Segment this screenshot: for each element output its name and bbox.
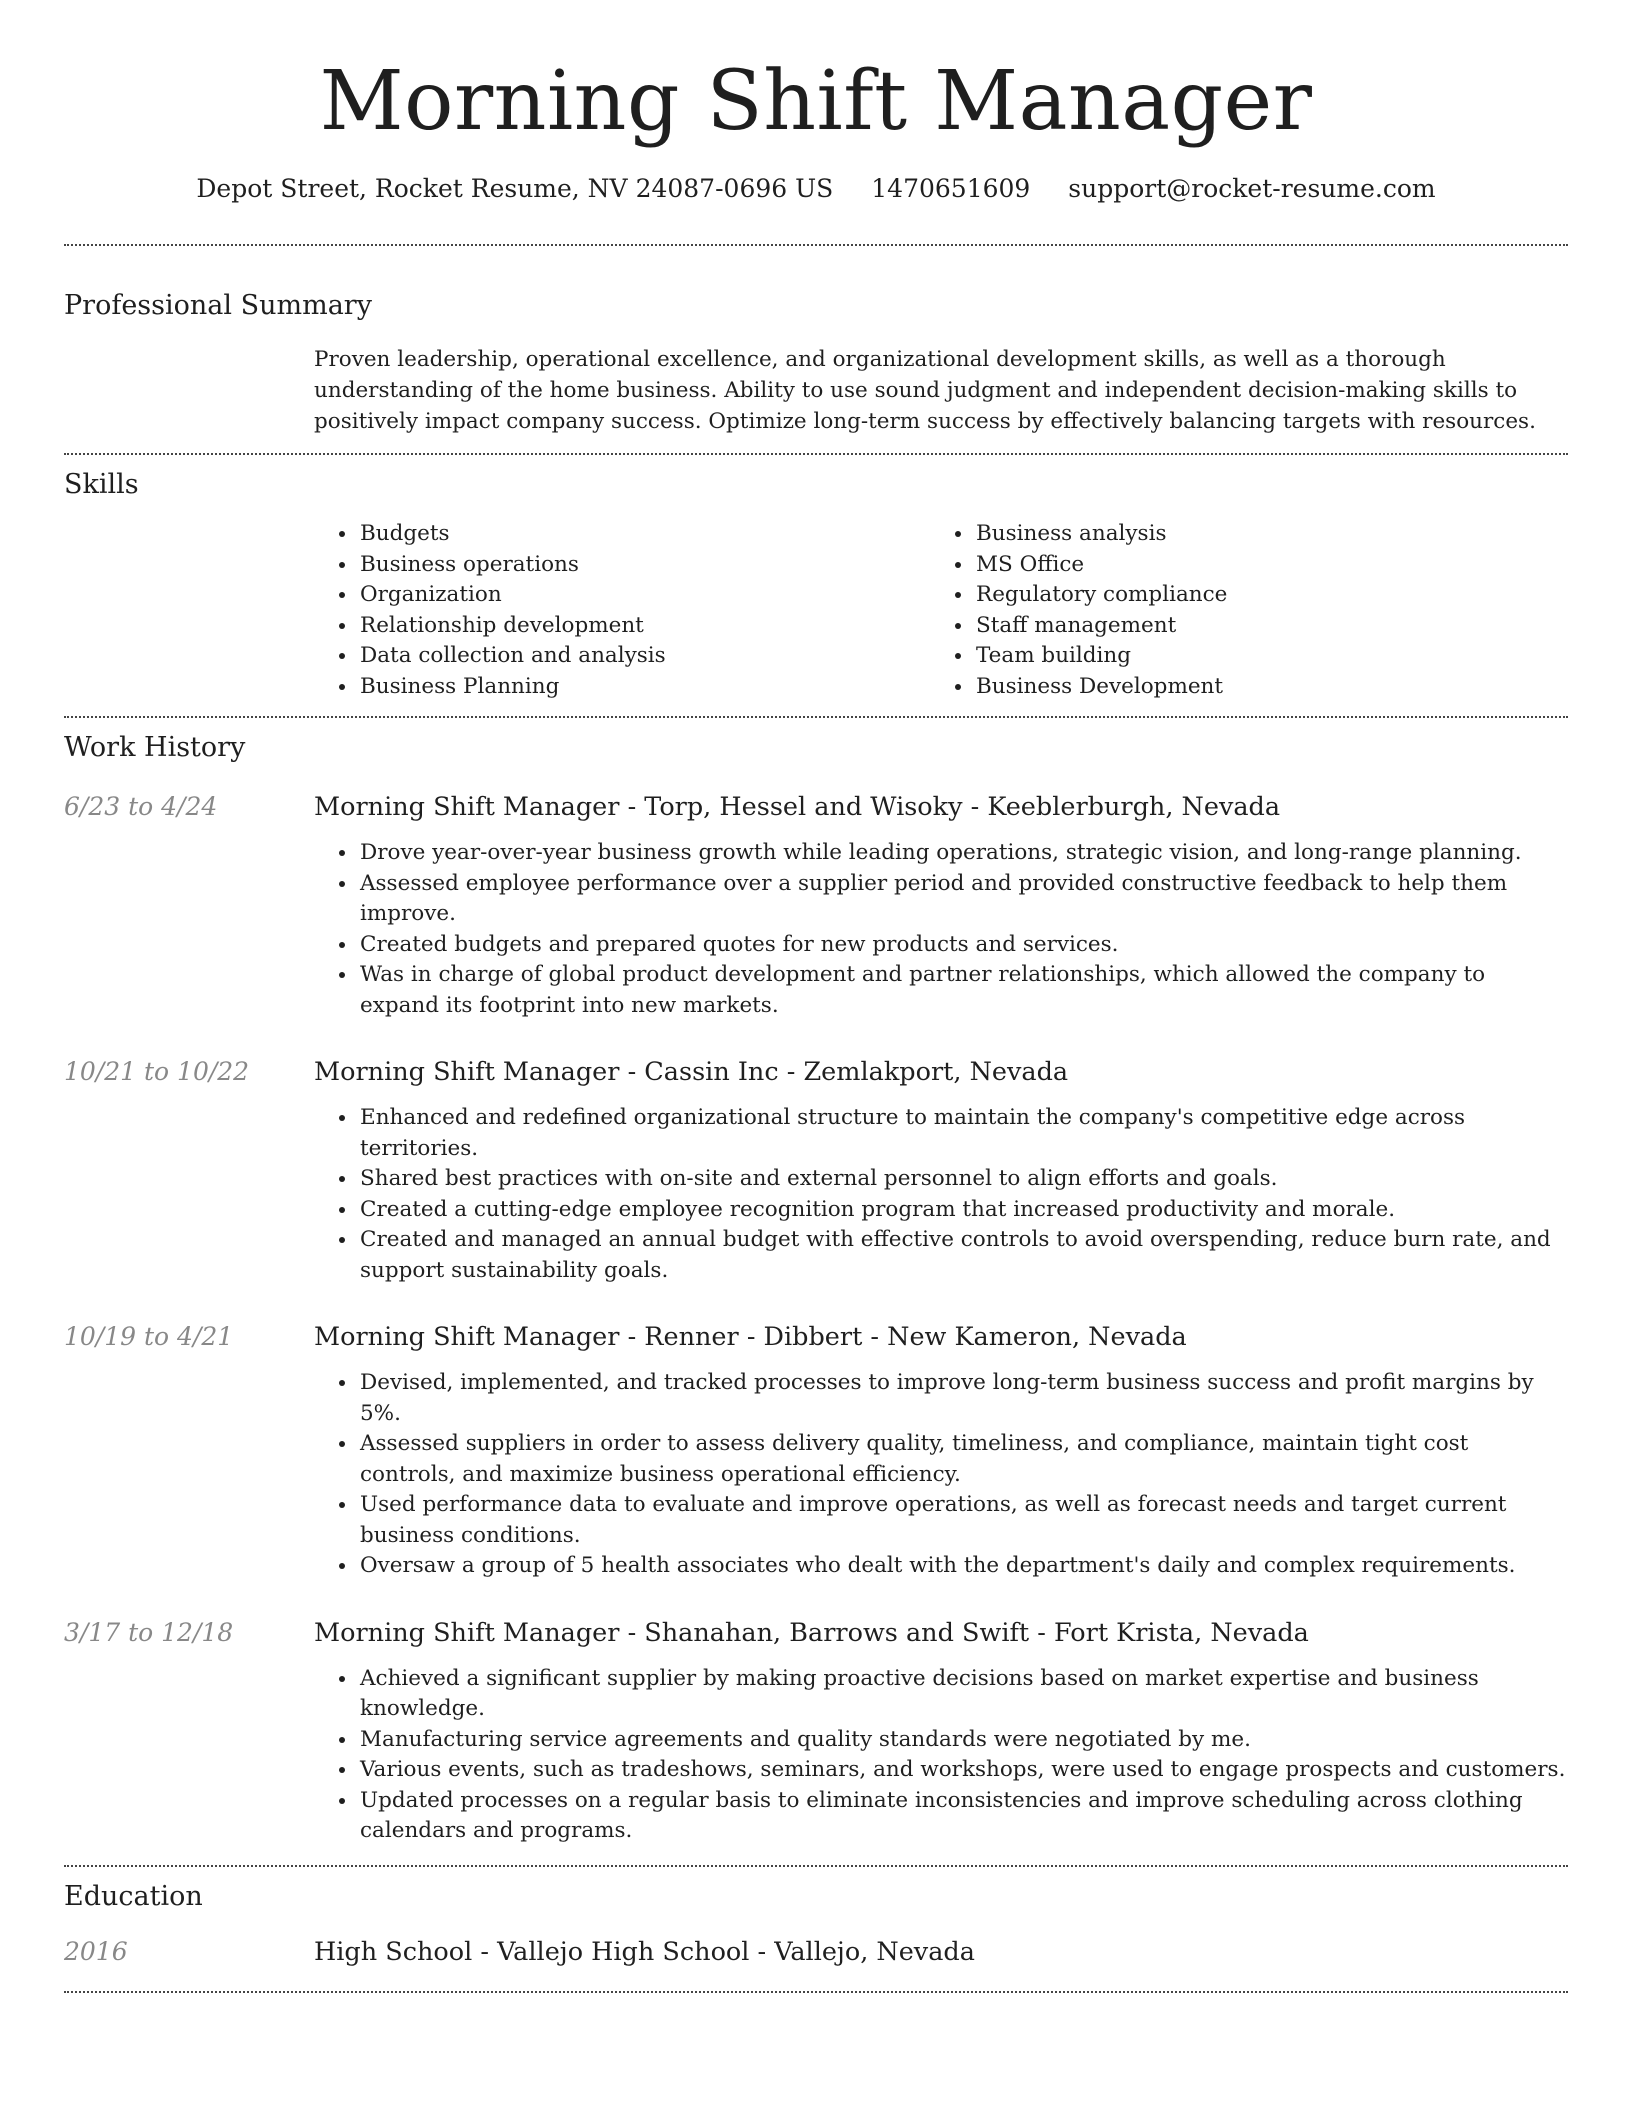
job-heading: Morning Shift Manager - Shanahan, Barrows and Swift - Fort Krista, Nevada bbox=[314, 1617, 1309, 1648]
job-bullet: • Devised, implemented, and tracked processes to improve long-term business success and profit margins by 5%. bbox=[358, 1368, 1568, 1429]
skill-item: • MS Office bbox=[974, 550, 1546, 581]
summary-section bbox=[64, 246, 1568, 453]
skill-item: • Business operations bbox=[358, 550, 930, 581]
job-heading: Morning Shift Manager - Torp, Hessel and Wisoky - Keeblerburgh, Nevada bbox=[314, 792, 1281, 822]
skill-item: • Team building bbox=[974, 641, 1546, 672]
candidate-name: Morning Shift Manager bbox=[319, 54, 1313, 149]
job-dates: 10/19 to 4/21 bbox=[64, 1322, 234, 1351]
education-heading: High School - Vallejo High School - Vallejo, Nevada bbox=[314, 1936, 975, 1967]
job-dates: 10/21 to 10/22 bbox=[64, 1057, 250, 1086]
job-bullet: • Was in charge of global product development and partner relationships, which allowed the company to expand its footprint into new markets. bbox=[358, 960, 1568, 1021]
job-bullet: • Created and managed an annual budget with effective controls to avoid overspending, reduce burn rate, and support sustainability goals. bbox=[358, 1225, 1568, 1286]
job-heading: Morning Shift Manager - Cassin Inc - Zemlakport, Nevada bbox=[314, 1057, 1069, 1087]
resume-header bbox=[64, 0, 1568, 206]
job-entry bbox=[64, 1055, 1568, 1286]
skill-item: • Business Development bbox=[974, 672, 1546, 703]
work-history-section bbox=[64, 718, 1568, 1865]
job-bullets bbox=[314, 1368, 1568, 1582]
job-bullet: • Drove year-over-year business growth while leading operations, strategic vision, and long-range planning. bbox=[358, 838, 1568, 869]
job-dates: 6/23 to 4/24 bbox=[64, 792, 218, 821]
job-bullet: • Updated processes on a regular basis to eliminate inconsistencies and improve scheduling across clothing calendars and programs. bbox=[358, 1786, 1568, 1847]
summary-title: Professional Summary bbox=[64, 290, 372, 321]
job-bullet: • Various events, such as tradeshows, seminars, and workshops, were used to engage prospects and customers. bbox=[358, 1755, 1568, 1786]
skill-item: • Business analysis bbox=[974, 519, 1546, 550]
skill-item: • Business Planning bbox=[358, 672, 930, 703]
education-entry bbox=[64, 1935, 1568, 1969]
skills-title: Skills bbox=[64, 469, 139, 500]
contact-email: support@rocket-resume.com bbox=[1068, 174, 1436, 203]
education-year: 2016 bbox=[64, 1936, 128, 1966]
job-bullets bbox=[314, 1103, 1568, 1286]
skills-section bbox=[64, 455, 1568, 716]
job-entry bbox=[64, 1616, 1568, 1847]
job-details bbox=[314, 1055, 1568, 1286]
job-entry bbox=[64, 790, 1568, 1021]
job-bullet: • Assessed suppliers in order to assess delivery quality, timeliness, and compliance, maintain tight cost controls, and maximize business operational efficiency. bbox=[358, 1429, 1568, 1490]
skills-list-left bbox=[314, 519, 930, 702]
education-section bbox=[64, 1867, 1568, 1991]
job-bullet: • Created budgets and prepared quotes for new products and services. bbox=[358, 930, 1568, 961]
contact-address: Depot Street, Rocket Resume, NV 24087-0696 US bbox=[196, 174, 834, 203]
job-details bbox=[314, 1616, 1568, 1847]
job-bullet: • Enhanced and redefined organizational structure to maintain the company's competitive edge across territories. bbox=[358, 1103, 1568, 1164]
job-bullet: • Shared best practices with on-site and external personnel to align efforts and goals. bbox=[358, 1164, 1568, 1195]
skill-item: • Regulatory compliance bbox=[974, 580, 1546, 611]
job-bullet: • Used performance data to evaluate and improve operations, as well as forecast needs and target current business conditions. bbox=[358, 1490, 1568, 1551]
job-details bbox=[314, 790, 1568, 1021]
skill-item: • Staff management bbox=[974, 611, 1546, 642]
job-heading: Morning Shift Manager - Renner - Dibbert - New Kameron, Nevada bbox=[314, 1322, 1187, 1352]
contact-line bbox=[64, 172, 1568, 206]
work-history-title: Work History bbox=[64, 732, 246, 763]
skill-item: • Data collection and analysis bbox=[358, 641, 930, 672]
job-bullets bbox=[314, 1664, 1568, 1847]
job-bullet: • Assessed employee performance over a supplier period and provided constructive feedback to help them improve. bbox=[358, 869, 1568, 930]
summary-text: Proven leadership, operational excellence, and organizational development skills, as well as a thorough understanding of the home business. Ability to use sound judgment and independent decision-making skills to positively impact company success. Optimize long-term success by effectively balancing targets with resources. bbox=[314, 347, 1536, 434]
job-dates: 3/17 to 12/18 bbox=[64, 1617, 234, 1647]
job-bullet: • Oversaw a group of 5 health associates who dealt with the department's daily and complex requirements. bbox=[358, 1551, 1568, 1582]
skills-list-right bbox=[930, 519, 1546, 702]
skill-item: • Organization bbox=[358, 580, 930, 611]
job-bullet: • Created a cutting-edge employee recognition program that increased productivity and morale. bbox=[358, 1195, 1568, 1226]
job-bullet: • Achieved a significant supplier by making proactive decisions based on market expertise and business knowledge. bbox=[358, 1664, 1568, 1725]
job-details bbox=[314, 1320, 1568, 1582]
skills-columns bbox=[314, 519, 1568, 702]
job-entry bbox=[64, 1320, 1568, 1582]
job-bullet: • Manufacturing service agreements and quality standards were negotiated by me. bbox=[358, 1725, 1568, 1756]
divider bbox=[64, 1991, 1568, 1993]
education-title: Education bbox=[64, 1880, 203, 1912]
skill-item: • Budgets bbox=[358, 519, 930, 550]
job-bullets bbox=[314, 838, 1568, 1021]
contact-phone: 1470651609 bbox=[871, 174, 1031, 203]
skill-item: • Relationship development bbox=[358, 611, 930, 642]
